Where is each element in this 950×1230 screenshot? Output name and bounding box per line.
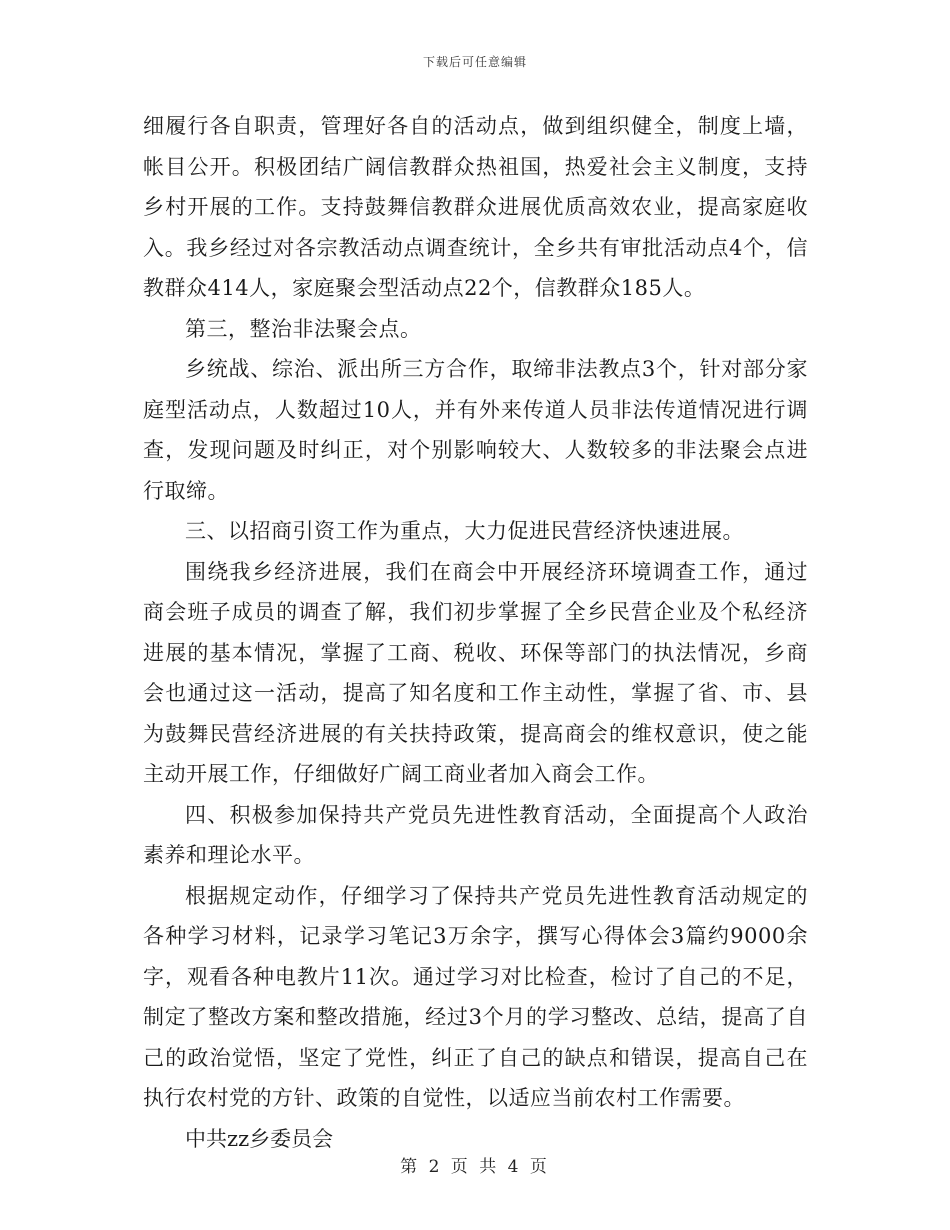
signature-line: 中共zz乡委员会: [185, 1126, 334, 1151]
page-number: 第 2 页 共 4 页: [400, 1157, 550, 1177]
paragraph-business-survey: 围绕我乡经济进展，我们在商会中开展经济环境调查工作，通过商会班子成员的调查了解，我们初步掌握了全乡民营企业及个私经济进展的基本情况，掌握了工商、税收、环保等部门的执法情况，乡商会也通过这一活动，提高了知名度和工作主动性，掌握了省、市、县为鼓舞民营经济进展的有关扶持政策，提高商会的维权意识，使之能主动开展工作，仔细做好广阔工商业者加入商会工作。: [143, 559, 808, 786]
paragraph-section-four-heading: 四、积极参加保持共产党员先进性教育活动，全面提高个人政治素养和理论水平。: [143, 802, 808, 867]
paragraph-section-three-heading: 三、以招商引资工作为重点，大力促进民营经济快速进展。: [185, 519, 744, 543]
paragraph-study-activities: 根据规定动作，仔细学习了保持共产党员先进性教育活动规定的各种学习材料，记录学习笔记3万余字，撰写心得体会3篇约9000余字，观看各种电教片11次。通过学习对比检查，检讨了自己的不足，制定了整改方案和整改措施，经过3个月的学习整改、总结，提高了自己的政治觉悟，坚定了党性，纠正了自己的缺点和错误，提高自己在执行农村党的方针、政策的自觉性，以适应当前农村工作需要。: [143, 883, 808, 1110]
paragraph-subheading-third: 第三，整治非法聚会点。: [185, 316, 422, 341]
paragraph-illegal-gatherings: 乡统战、综治、派出所三方合作，取缔非法教点3个，针对部分家庭型活动点，人数超过10人，并有外来传道人员非法传道情况进行调查，发现问题及时纠正，对个别影响较大、人数较多的非法聚会点进行取缔。: [143, 357, 808, 503]
document-body: [143, 106, 808, 1159]
header-note: 下载后可任意编辑: [422, 55, 527, 69]
paragraph-continuation: 细履行各自职责，管理好各自的活动点，做到组织健全，制度上墙，帐目公开。积极团结广阔信教群众热祖国，热爱社会主义制度，支持乡村开展的工作。支持鼓舞信教群众进展优质高效农业，提高家庭收入。我乡经过对各宗教活动点调查统计，全乡共有审批活动点4个，信教群众414人，家庭聚会型活动点22个，信教群众185人。: [143, 114, 808, 300]
